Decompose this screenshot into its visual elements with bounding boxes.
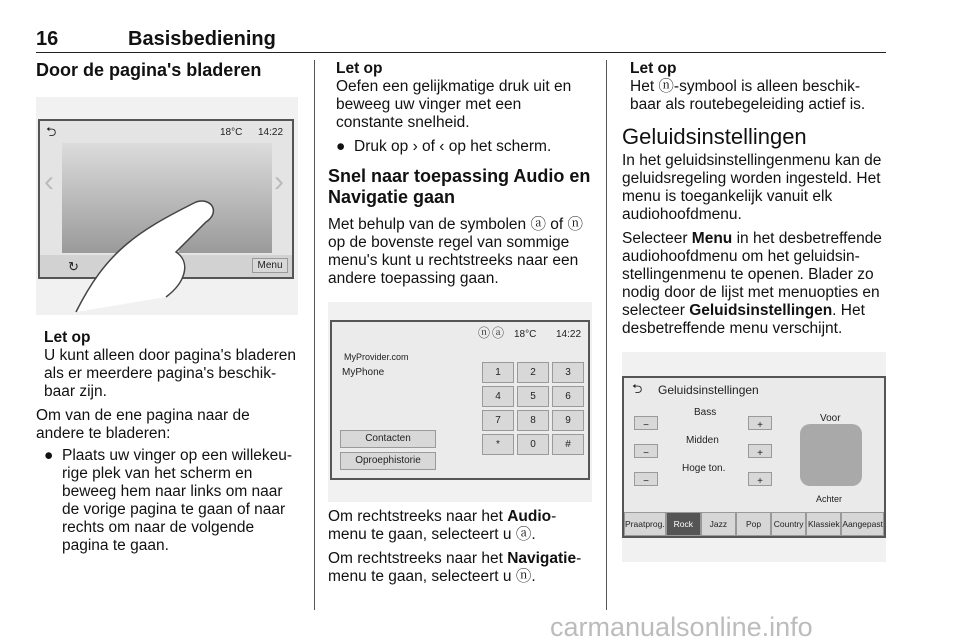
sound-screen [622, 376, 886, 538]
bullet-icon: ● [44, 447, 54, 464]
section-heading: Geluidsinstellingen [622, 124, 807, 149]
equalizer-tab[interactable]: Aangepast [841, 512, 884, 536]
finger-illustration [66, 192, 236, 312]
back-icon[interactable]: ⮌ [632, 381, 643, 396]
watermark: carmanualsonline.info [550, 612, 813, 642]
provider-name: MyProvider.com [344, 352, 409, 362]
bullet-item [36, 447, 298, 555]
note-title: Let op [336, 60, 383, 77]
paragraph: In het geluidsinstellingenmenu kan de geluidsregeling worden ingesteld. Het menu is toegankelijk vanuit elk audiohoofdmenu. [622, 152, 882, 223]
keypad-key[interactable]: 4 [482, 386, 514, 407]
page-header-title: Basisbediening [128, 28, 276, 50]
temperature: 18°C [514, 329, 537, 340]
column-3 [622, 60, 887, 562]
keypad-key[interactable]: 8 [517, 410, 549, 431]
column-2 [328, 60, 592, 586]
screen-title: Geluidsinstellingen [658, 383, 759, 397]
equalizer-tab[interactable]: Pop [736, 512, 771, 536]
call-history-button[interactable]: Oproephistorie [340, 452, 436, 470]
keypad-key[interactable]: 3 [552, 362, 584, 383]
treble-plus-button[interactable]: + [748, 472, 772, 486]
text: -menu te gaan, selecteert u ⓝ. [328, 550, 582, 585]
text: Om rechtstreeks naar het [328, 508, 508, 525]
text: Selecteer [622, 230, 692, 247]
chevron-left-icon: ‹ [44, 165, 54, 198]
front-label: Voor [820, 413, 841, 424]
paragraph: Met behulp van de symbolen ⓐ of ⓝ op de bovenste regel van sommige menu's kunt u rechtstreeks naar een andere toepassing gaan. [328, 216, 584, 287]
bold-term: Geluidsinstellingen [689, 302, 833, 319]
phone-screen [330, 320, 590, 480]
text: Om rechtstreeks naar het [328, 550, 508, 567]
note-title: Let op [44, 329, 91, 346]
phone-figure [328, 302, 592, 502]
equalizer-tab[interactable]: Rock [666, 512, 701, 536]
section-heading: Door de pagina's bladeren [36, 60, 262, 80]
chevron-right-icon: › [274, 165, 284, 198]
column-1 [36, 60, 298, 555]
bullet-text: Plaats uw vinger op een willekeu-rige plek van het scherm en beweeg hem naar links om naar de vorige pagina te gaan of naar rechts om naar de volgende pagina te gaan. [62, 447, 293, 554]
page-header [36, 26, 886, 53]
mid-plus-button[interactable]: + [748, 444, 772, 458]
keypad-key[interactable]: 5 [517, 386, 549, 407]
column-divider [314, 60, 315, 610]
section-heading: Snel naar toepassing Audio en Navigatie gaan [328, 166, 591, 207]
back-icon: ⮌ [46, 124, 57, 139]
menu-button[interactable]: Menu [252, 258, 288, 273]
rear-label: Achter [816, 494, 843, 504]
paragraph [328, 550, 592, 586]
swipe-figure [36, 97, 298, 315]
keypad-key[interactable]: 2 [517, 362, 549, 383]
treble-minus-button[interactable]: − [634, 472, 658, 486]
mid-label: Midden [686, 435, 719, 446]
note-title: Let op [630, 60, 677, 77]
note-text: Het ⓝ-symbool is alleen beschik-baar als routebegeleiding actief is. [630, 78, 866, 113]
note [36, 329, 298, 401]
rotate-icon[interactable]: ↻ [68, 259, 79, 274]
treble-label: Hoge ton. [682, 463, 726, 474]
bullet-item [328, 138, 592, 156]
keypad-key[interactable]: 1 [482, 362, 514, 383]
equalizer-tabs [624, 512, 884, 536]
equalizer-tab[interactable]: Jazz [701, 512, 736, 536]
clock: 14:22 [258, 127, 284, 138]
bass-plus-button[interactable]: + [748, 416, 772, 430]
navigation-icon[interactable]: ⓝ [478, 326, 491, 340]
note [328, 60, 592, 132]
note-text: Oefen een gelijkmatige druk uit en beweeg uw vinger met een constante snelheid. [336, 78, 572, 131]
paragraph [622, 230, 887, 338]
keypad-key[interactable]: 6 [552, 386, 584, 407]
balance-fader-image[interactable] [800, 424, 862, 486]
bass-label: Bass [694, 407, 717, 418]
keypad [482, 362, 586, 474]
note-text: U kunt alleen door pagina's bladeren als er meerdere pagina's beschik-baar zijn. [44, 347, 296, 400]
page-number: 16 [36, 28, 59, 50]
bullet-text: Druk op › of ‹ op het scherm. [354, 138, 552, 155]
column-divider [606, 60, 607, 610]
clock: 14:22 [556, 329, 582, 340]
keypad-key[interactable]: 7 [482, 410, 514, 431]
paragraph: Om van de ene pagina naar de andere te bladeren: [36, 407, 250, 442]
text: in het desbetreffende audiohoofdmenu om het geluidsin-stellingenmenu te openen. Blader zo nodig door de lijst met menuopties en selecteer [622, 230, 882, 319]
keypad-key[interactable]: 0 [517, 434, 549, 455]
mid-minus-button[interactable]: − [634, 444, 658, 458]
audio-icon[interactable]: ⓐ [492, 326, 505, 340]
keypad-key[interactable]: 9 [552, 410, 584, 431]
bass-minus-button[interactable]: − [634, 416, 658, 430]
note [622, 60, 887, 114]
bullet-icon: ● [336, 138, 346, 155]
temperature: 18°C [220, 127, 243, 138]
equalizer-tab[interactable]: Praatprog. [624, 512, 666, 536]
keypad-key[interactable]: # [552, 434, 584, 455]
sound-settings-figure [622, 352, 886, 562]
text: -menu te gaan, selecteert u ⓐ. [328, 508, 557, 543]
text: . Het desbetreffende menu verschijnt. [622, 302, 865, 337]
equalizer-tab[interactable]: Klassiek [806, 512, 841, 536]
phone-name: MyPhone [342, 367, 385, 378]
bold-term: Audio [507, 508, 552, 525]
paragraph [328, 508, 592, 544]
bold-term: Menu [691, 230, 733, 247]
bold-term: Navigatie [507, 550, 577, 567]
keypad-key[interactable]: * [482, 434, 514, 455]
equalizer-tab[interactable]: Country [771, 512, 806, 536]
contacts-button[interactable]: Contacten [340, 430, 436, 448]
